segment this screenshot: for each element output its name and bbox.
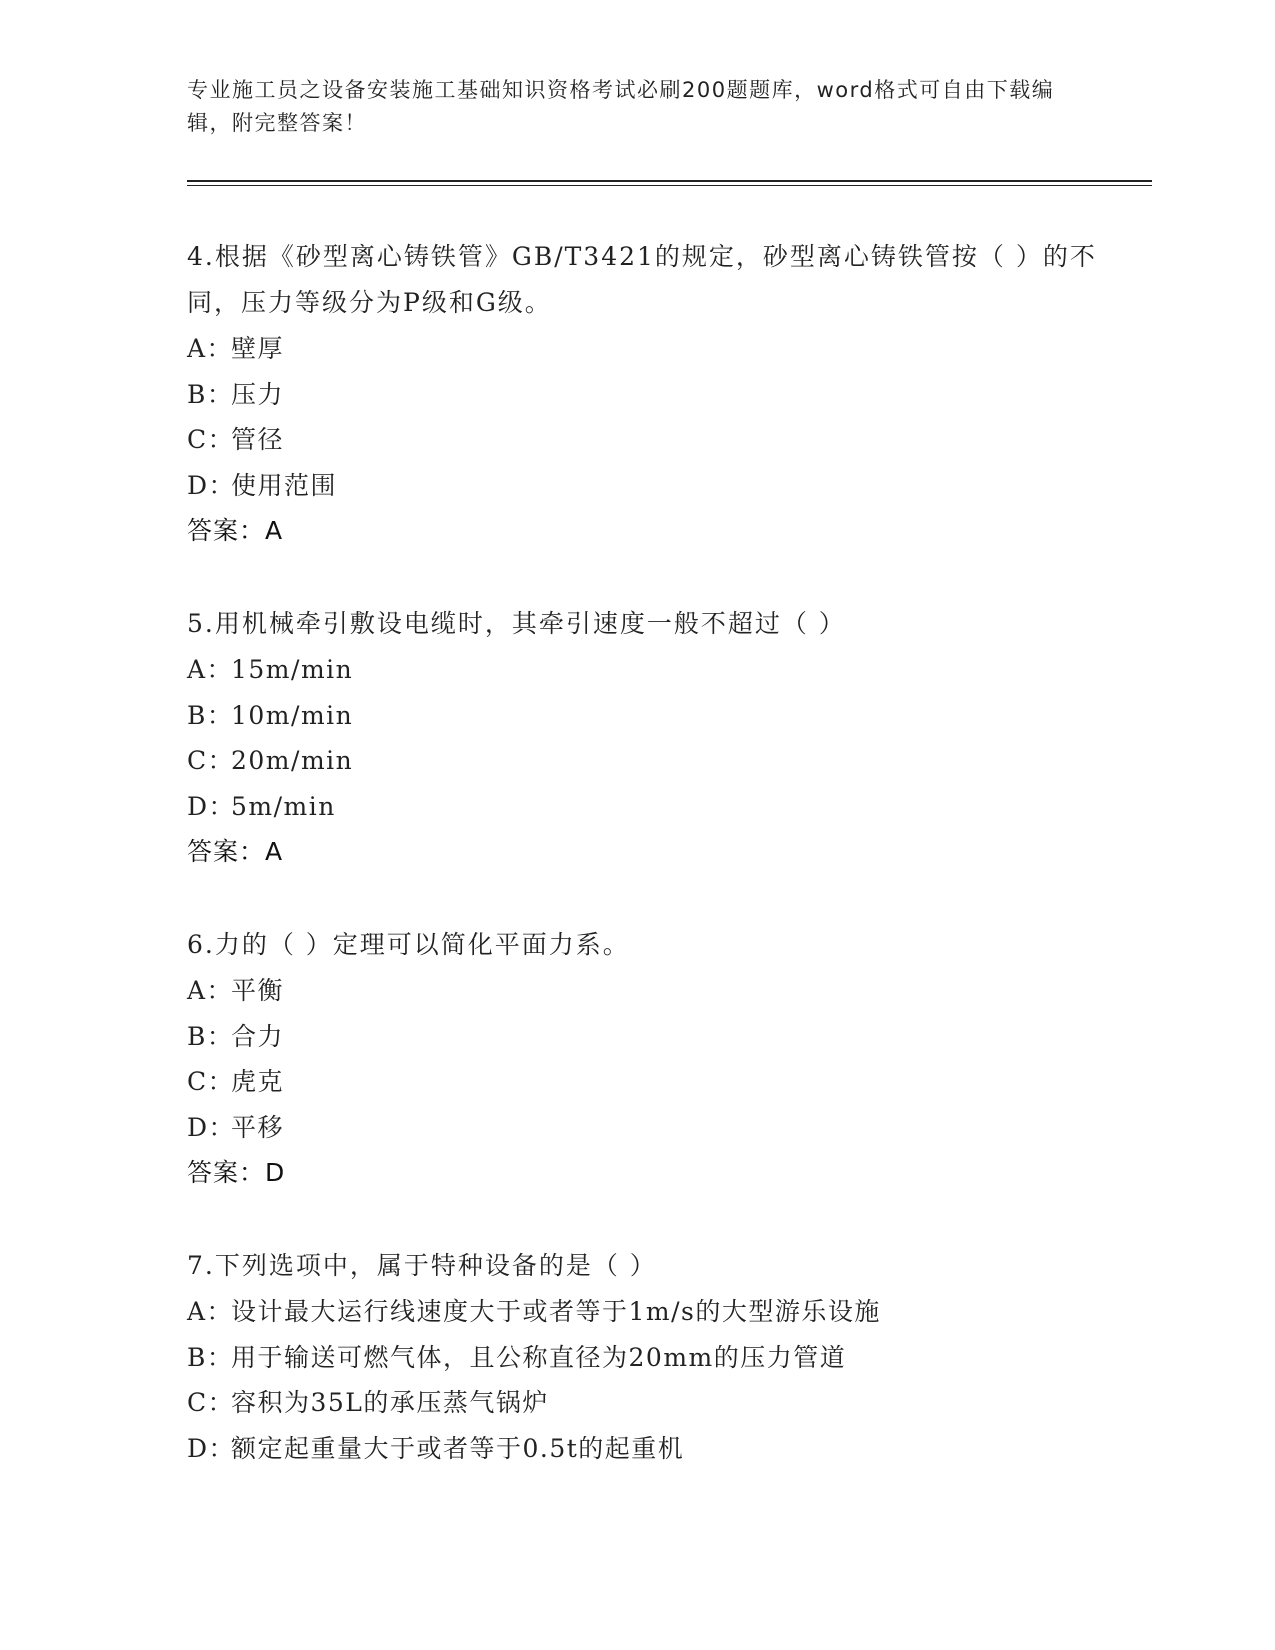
option-text: 15m/min: [231, 655, 354, 684]
option-d: [187, 1105, 1117, 1151]
option-text: 使用范围: [231, 470, 338, 500]
option-text: 平衡: [231, 976, 285, 1005]
option-key: A：: [187, 655, 234, 684]
option-key: D：: [187, 791, 236, 821]
option-text: 管径: [231, 425, 285, 454]
header-divider-thin: [187, 185, 1152, 186]
option-d: [187, 463, 1117, 509]
answer-label: 答案：D: [187, 1158, 286, 1187]
option-text: 容积为35L的承压蒸气锅炉: [231, 1388, 549, 1417]
document-header: 专业施工员之设备安装施工基础知识资格考试必刷200题题库，word格式可自由下载编辑，附完整答案！: [187, 78, 1055, 135]
option-b: [187, 372, 1117, 418]
option-text: 平移: [231, 1112, 285, 1142]
option-text: 20m/min: [231, 746, 354, 775]
option-a: [187, 1289, 1117, 1335]
option-text: 10m/min: [231, 700, 354, 730]
option-c: [187, 417, 1117, 463]
option-text: 压力: [231, 379, 285, 409]
option-key: C：: [187, 746, 235, 775]
question-6: [187, 922, 1117, 1196]
option-key: D：: [187, 470, 236, 500]
option-a: [187, 647, 1117, 693]
option-key: B：: [187, 700, 234, 730]
option-c: [187, 738, 1117, 784]
option-text: 用于输送可燃气体，且公称直径为20mm的压力管道: [231, 1342, 847, 1372]
option-d: [187, 1426, 1117, 1472]
question-5: [187, 601, 1117, 875]
option-text: 虎克: [231, 1067, 285, 1096]
option-key: C：: [187, 1067, 235, 1096]
question-stem: 4.根据《砂型离心铸铁管》GB/T3421的规定，砂型离心铸铁管按（ ）的不同，压力等级分为P级和G级。: [187, 242, 1097, 317]
option-text: 壁厚: [231, 334, 285, 363]
option-key: B：: [187, 1021, 234, 1051]
option-c: [187, 1380, 1117, 1426]
question-4: [187, 234, 1117, 554]
question-7: [187, 1243, 1117, 1471]
option-key: B：: [187, 379, 234, 409]
option-b: [187, 1014, 1117, 1060]
question-stem: 7.下列选项中，属于特种设备的是（ ）: [187, 1251, 657, 1280]
option-key: A：: [187, 1297, 234, 1326]
question-list: [187, 234, 1117, 1518]
option-key: A：: [187, 334, 234, 363]
option-a: [187, 326, 1117, 372]
option-key: B：: [187, 1342, 234, 1372]
header-divider-thick: [187, 180, 1152, 182]
option-key: D：: [187, 1112, 236, 1142]
option-key: C：: [187, 1388, 235, 1417]
option-d: [187, 784, 1117, 830]
question-stem: 5.用机械牵引敷设电缆时，其牵引速度一般不超过（ ）: [187, 609, 846, 638]
answer-label: 答案：A: [187, 516, 284, 545]
option-c: [187, 1059, 1117, 1105]
option-key: A：: [187, 976, 234, 1005]
answer-label: 答案：A: [187, 837, 284, 866]
option-text: 合力: [231, 1021, 285, 1051]
option-key: C：: [187, 425, 235, 454]
option-text: 5m/min: [231, 791, 336, 821]
option-b: [187, 1335, 1117, 1381]
option-text: 额定起重量大于或者等于0.5t的起重机: [231, 1433, 685, 1463]
option-a: [187, 968, 1117, 1014]
option-b: [187, 693, 1117, 739]
option-text: 设计最大运行线速度大于或者等于1m/s的大型游乐设施: [231, 1297, 881, 1326]
question-stem: 6.力的（ ）定理可以简化平面力系。: [187, 930, 630, 959]
option-key: D：: [187, 1433, 236, 1463]
